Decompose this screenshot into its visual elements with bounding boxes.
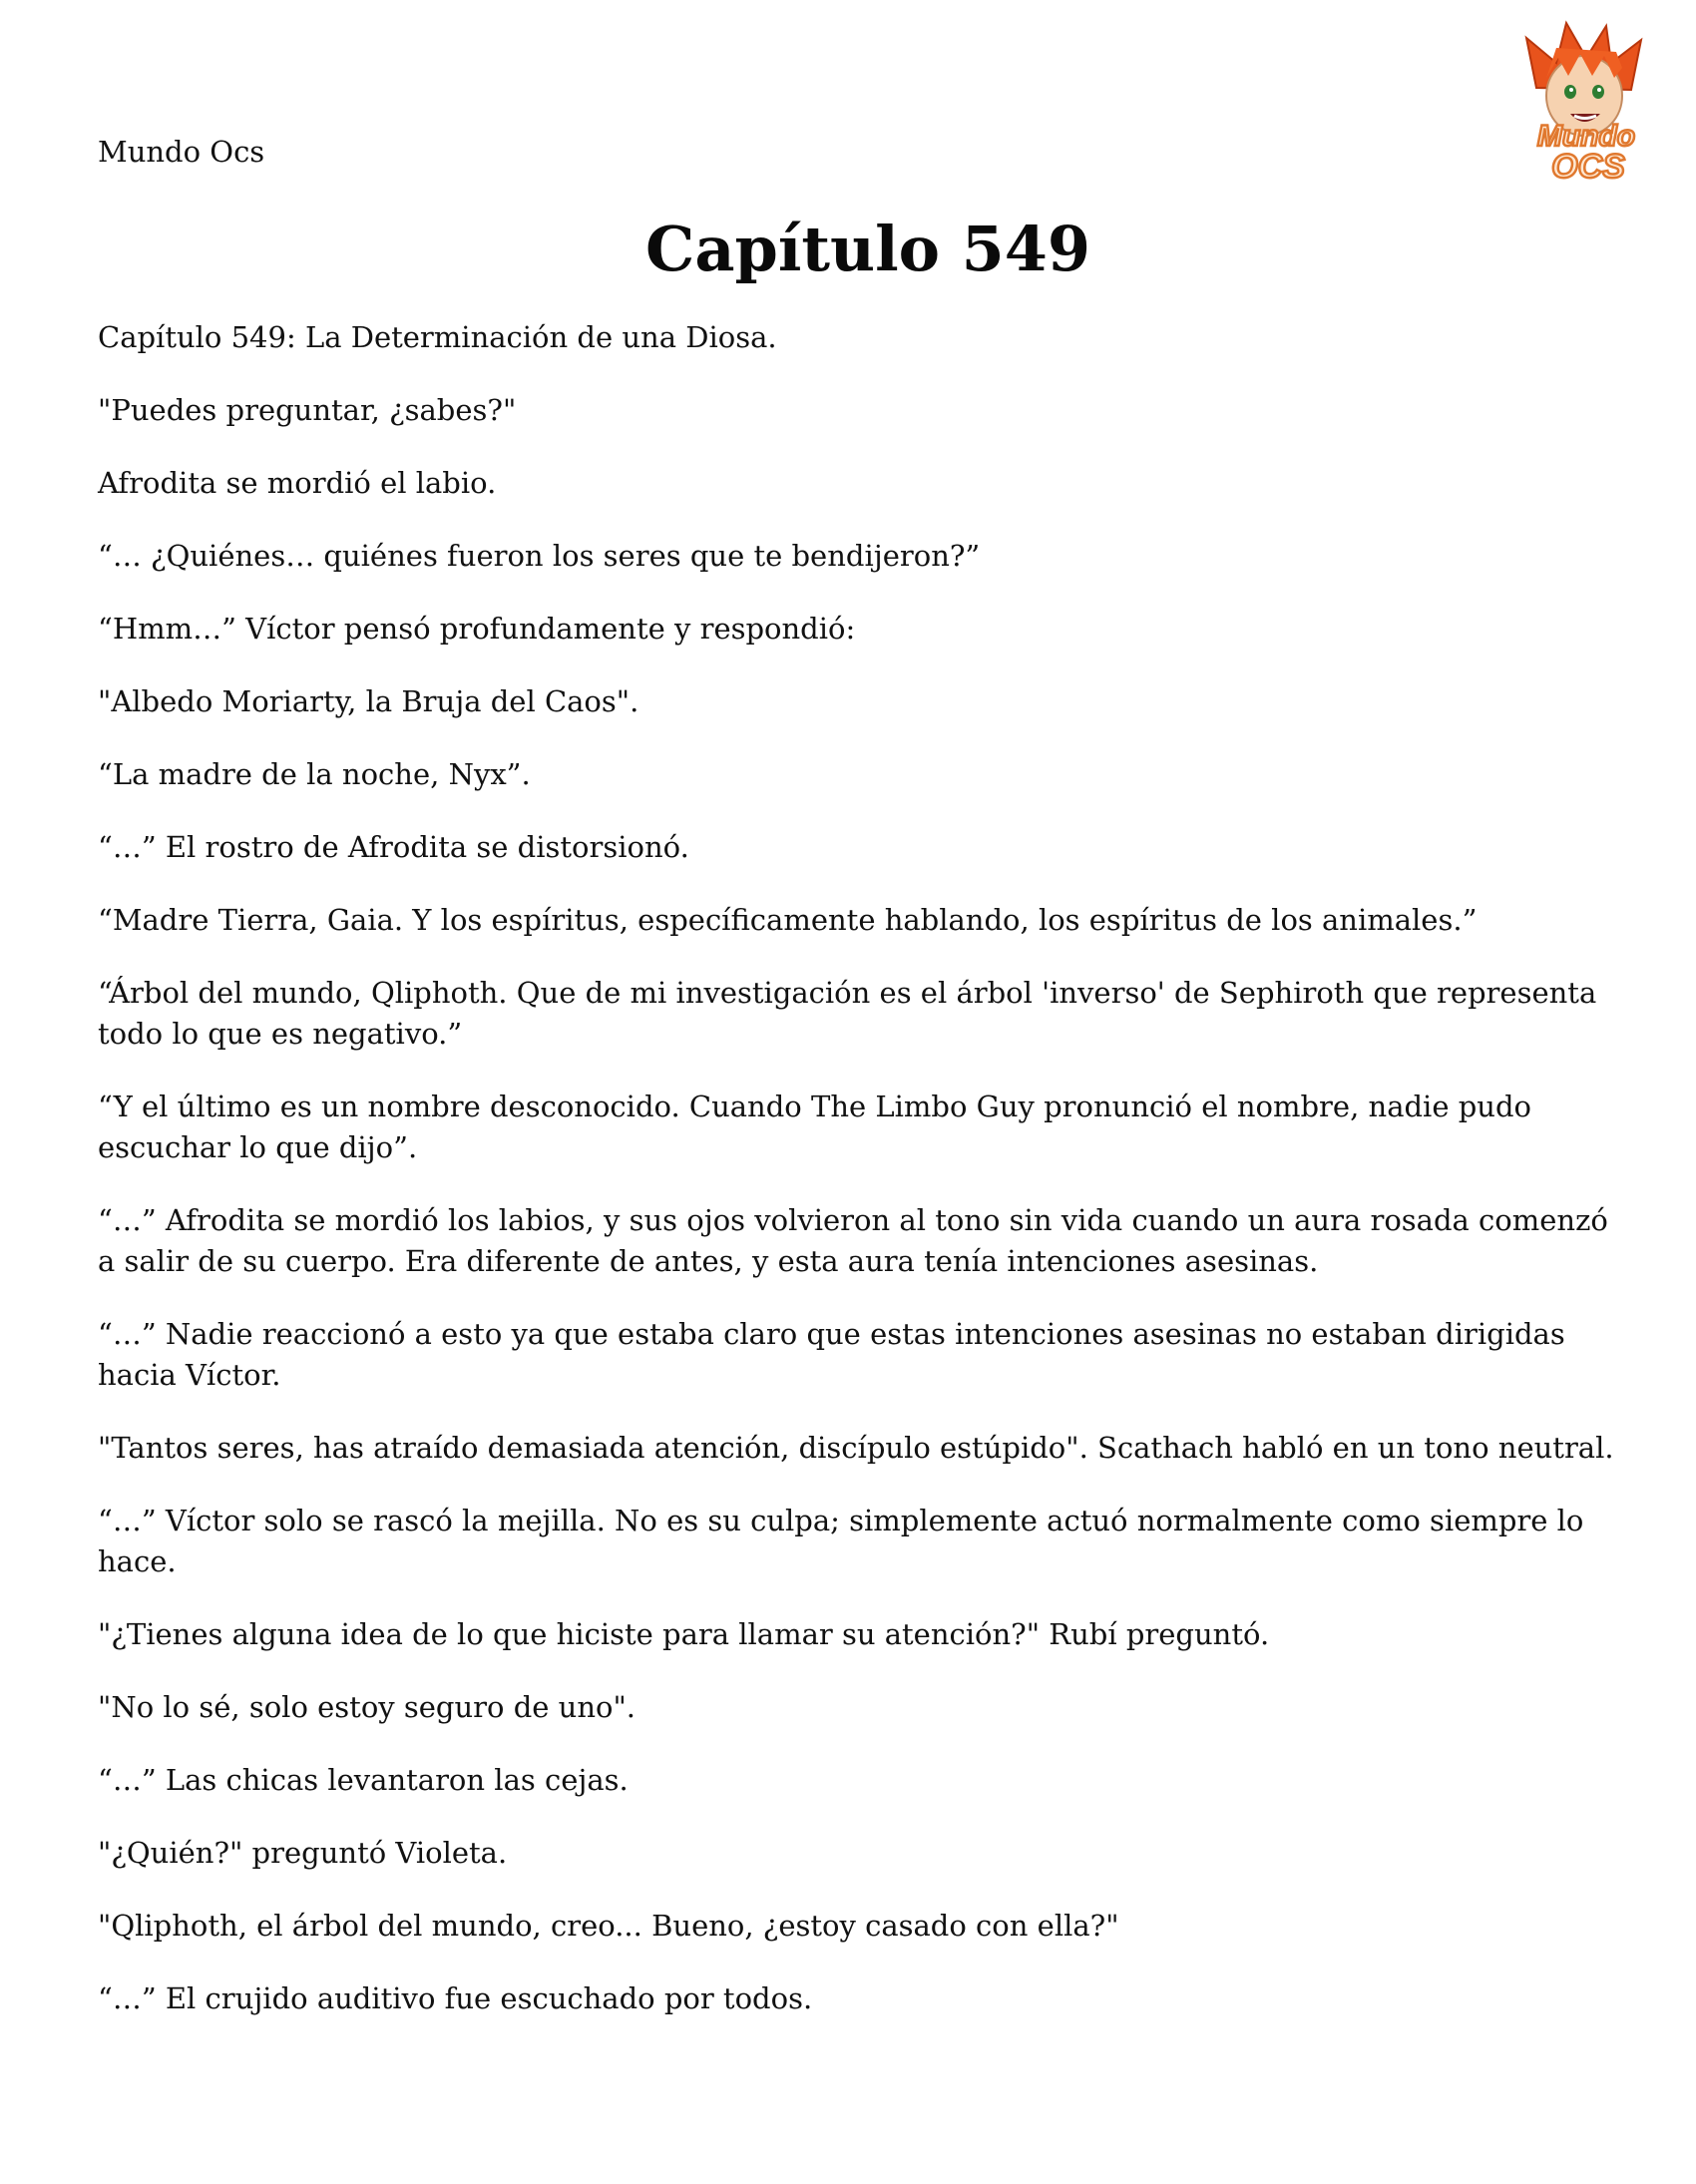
paragraph: Capítulo 549: La Determinación de una Diosa. <box>98 320 777 354</box>
mascot-face-icon <box>1496 18 1676 188</box>
paragraph: “Madre Tierra, Gaia. Y los espíritus, específicamente hablando, los espíritus de los animales.” <box>98 903 1478 937</box>
paragraph: “…” Afrodita se mordió los labios, y sus ojos volvieron al tono sin vida cuando un aura rosada comenzó a salir de su cuerpo. Era diferente de antes, y esta aura tenía intenciones asesinas. <box>98 1203 1608 1278</box>
paragraph: “Y el último es un nombre desconocido. Cuando The Limbo Guy pronunció el nombre, nadie pudo escuchar lo que dijo”. <box>98 1090 1531 1164</box>
paragraph: "Tantos seres, has atraído demasiada atención, discípulo estúpido". Scathach habló en un tono neutral. <box>98 1431 1614 1465</box>
paragraph: "No lo sé, solo estoy seguro de uno". <box>98 1690 636 1724</box>
paragraph: “…” El rostro de Afrodita se distorsionó. <box>98 830 689 864</box>
paragraph: Afrodita se mordió el labio. <box>98 466 497 500</box>
paragraph: “…” Víctor solo se rascó la mejilla. No es su culpa; simplemente actuó normalmente como siempre lo hace. <box>98 1504 1584 1578</box>
paragraph: “…” Nadie reaccionó a esto ya que estaba claro que estas intenciones asesinas no estaban dirigidas hacia Víctor. <box>98 1317 1565 1392</box>
logo-text-mundo: Mundo <box>1536 120 1636 153</box>
paragraph: “…” El crujido auditivo fue escuchado por todos. <box>98 1981 813 2015</box>
site-name: Mundo Ocs <box>98 135 265 169</box>
paragraph: "Albedo Moriarty, la Bruja del Caos". <box>98 684 639 718</box>
chapter-title: Capítulo 549 <box>644 213 1091 285</box>
paragraph: "Puedes preguntar, ¿sabes?" <box>98 393 517 427</box>
paragraph: “Hmm…” Víctor pensó profundamente y respondió: <box>98 612 856 646</box>
paragraph: "¿Quién?" preguntó Violeta. <box>98 1836 508 1870</box>
paragraph: “La madre de la noche, Nyx”. <box>98 757 531 791</box>
logo-text-ocs: OCS <box>1551 148 1625 186</box>
site-logo <box>1496 18 1676 188</box>
paragraph: "¿Tienes alguna idea de lo que hiciste para llamar su atención?" Rubí preguntó. <box>98 1617 1270 1651</box>
paragraph: "Qliphoth, el árbol del mundo, creo... Bueno, ¿estoy casado con ella?" <box>98 1909 1119 1943</box>
paragraph: “…” Las chicas levantaron las cejas. <box>98 1763 629 1797</box>
chapter-body <box>98 317 1624 2051</box>
paragraph: “Árbol del mundo, Qliphoth. Que de mi investigación es el árbol 'inverso' de Sephiroth que representa todo lo que es negativo.” <box>98 976 1597 1051</box>
paragraph: “… ¿Quiénes… quiénes fueron los seres que te bendijeron?” <box>98 539 981 573</box>
